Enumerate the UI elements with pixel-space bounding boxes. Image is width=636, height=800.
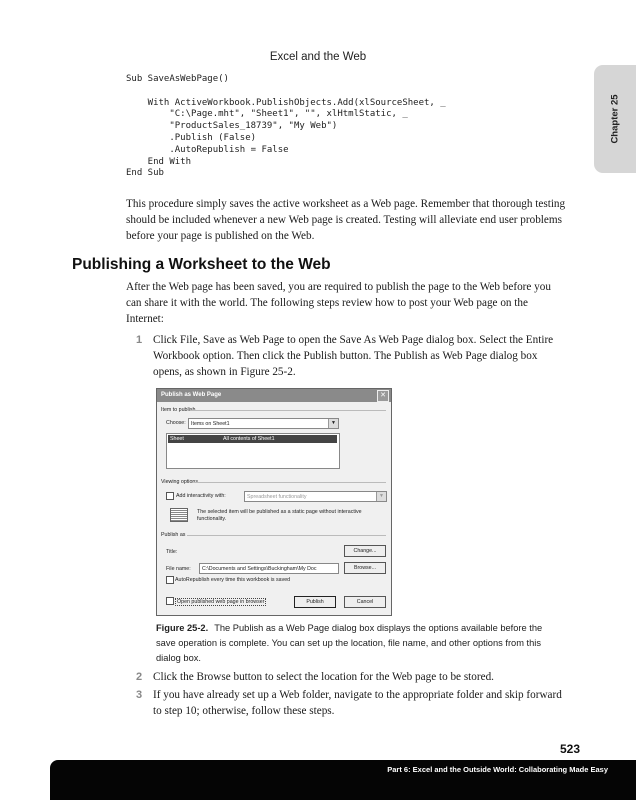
- title-label: Title:: [166, 549, 178, 555]
- file-name-field[interactable]: [199, 563, 339, 574]
- choose-value: Items on Sheet1: [191, 420, 230, 427]
- publish-dialog: [156, 388, 392, 616]
- step-text: Click File, Save as Web Page to open the Save As Web Page dialog box. Select the Entire Workbook option. Then click the Publish button. The Publish as Web Page dialog box opens, as shown in Figure 25-2.: [153, 334, 554, 379]
- step-text: If you have already set up a Web folder, navigate to the appropriate folder and skip forward to step 10; otherwise, follow these steps.: [153, 689, 562, 718]
- figure-caption-text: The Publish as a Web Page dialog box displays the options available before the save operation is complete. You can set up the location, file name, and other options from this dialog box.: [156, 623, 543, 664]
- group-separator: [194, 482, 386, 483]
- step-number: 2: [136, 671, 143, 683]
- chevron-down-icon: ▼: [376, 492, 386, 501]
- change-button[interactable]: Change...: [344, 545, 386, 557]
- section-heading: Publishing a Worksheet to the Web: [72, 256, 331, 273]
- interactivity-dropdown[interactable]: [244, 491, 387, 502]
- group-separator: [190, 410, 386, 411]
- step-number: 3: [136, 689, 143, 701]
- static-note: The selected item will be published as a static page without interactive functionality.: [197, 509, 362, 522]
- step-number: 1: [136, 334, 143, 346]
- publish-button[interactable]: Publish: [294, 596, 336, 608]
- item-to-publish-label: Item to publish: [161, 407, 196, 413]
- footer-text: Part 6: Excel and the Outside World: Collaborating Made Easy: [387, 765, 608, 774]
- interactivity-value: Spreadsheet functionality: [247, 493, 307, 500]
- browse-button[interactable]: Browse...: [344, 562, 386, 574]
- running-header: Excel and the Web: [269, 51, 367, 63]
- static-page-icon: [170, 508, 188, 522]
- choose-label: Choose:: [166, 420, 186, 426]
- interactivity-label: Add interactivity with:: [176, 493, 226, 499]
- autorepublish-checkbox[interactable]: [166, 576, 174, 584]
- step-text: Click the Browse button to select the location for the Web page to be stored.: [153, 671, 494, 683]
- footer-bar: [50, 760, 636, 800]
- file-name-label: File name:: [166, 566, 191, 572]
- figure-label: Figure 25-2.: [156, 623, 209, 633]
- dialog-titlebar: [157, 389, 391, 402]
- chapter-tab: [594, 65, 636, 173]
- viewing-options-label: Viewing options: [161, 479, 199, 485]
- close-button[interactable]: ✕: [377, 390, 389, 402]
- choose-dropdown[interactable]: [188, 418, 339, 429]
- list-item-desc: All contents of Sheet1: [223, 436, 275, 442]
- paragraph-intro: This procedure simply saves the active worksheet as a Web page. Remember that thorough testing should be included whenever a new Web page is created. Testing will alleviate end user problems before your page is published on the Web.: [126, 198, 566, 243]
- list-item[interactable]: [168, 435, 337, 443]
- autorepublish-label: AutoRepublish every time this workbook is saved: [175, 577, 291, 583]
- chevron-down-icon: ▼: [328, 419, 338, 428]
- chapter-tab-label: Chapter 25: [609, 94, 621, 144]
- paragraph-publish: After the Web page has been saved, you are required to publish the page to the Web before you can share it with the world. The following steps review how to post your Web page on the Internet:: [126, 281, 551, 326]
- item-listbox[interactable]: [166, 433, 340, 469]
- dialog-title: Publish as Web Page: [161, 392, 222, 398]
- page-number: 523: [560, 742, 581, 756]
- cancel-button[interactable]: Cancel: [344, 596, 386, 608]
- code-block: Sub SaveAsWebPage() With ActiveWorkbook.PublishObjects.Add(xlSourceSheet, _ "C:\Page.mht", "Sheet1", "", xlHtmlStatic, _ "ProductSales_18739", "My Web") .Publish (False) .AutoRepublish = False End With End Sub: [126, 74, 446, 179]
- publish-as-label: Publish as: [161, 532, 186, 538]
- group-separator: [187, 535, 386, 536]
- open-browser-label: Open published web page in browser: [177, 599, 265, 605]
- figure-caption: [156, 621, 556, 667]
- file-name-value: C:\Documents and Settings\Buckingham\My Doc: [202, 565, 317, 572]
- open-browser-checkbox[interactable]: [166, 597, 174, 605]
- list-item-name: Sheet: [170, 436, 184, 442]
- interactivity-checkbox[interactable]: [166, 492, 174, 500]
